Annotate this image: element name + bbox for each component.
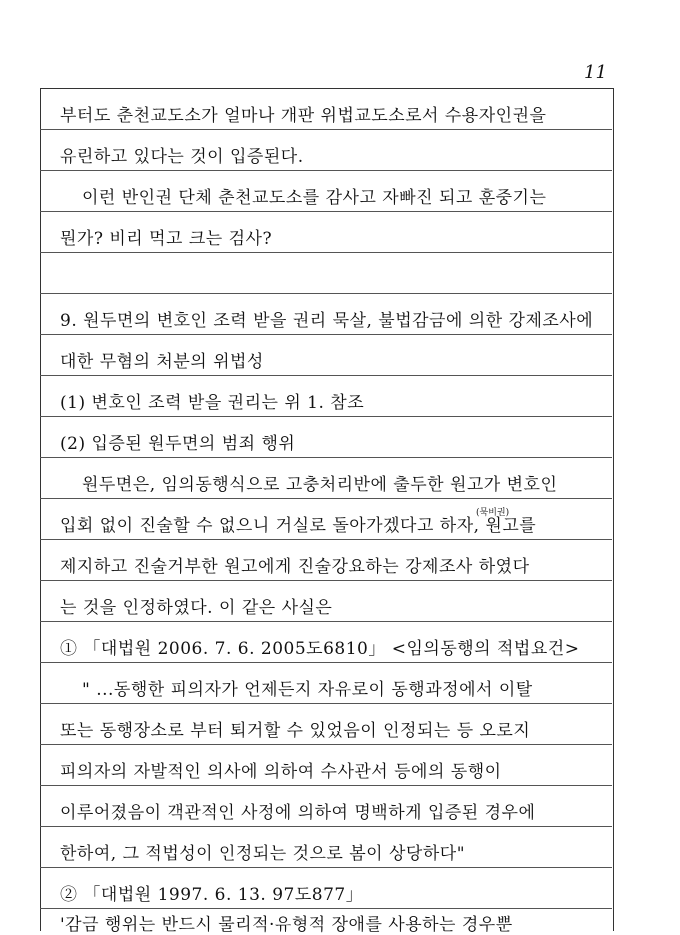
text-line: 부터도 춘천교도소가 얼마나 개판 위법교도소로서 수용자인권을 bbox=[60, 106, 547, 126]
rule-line bbox=[40, 498, 612, 499]
rule-line bbox=[40, 785, 612, 786]
rule-line bbox=[40, 662, 612, 663]
rule-line bbox=[40, 375, 612, 376]
text-line: 유린하고 있다는 것이 입증된다. bbox=[60, 147, 304, 167]
marginal-note: (묵비권) bbox=[476, 508, 510, 518]
text-line: 는 것을 인정하였다. 이 같은 사실은 bbox=[60, 598, 333, 618]
rule-line bbox=[40, 826, 612, 827]
text-line: ② 「대법원 1997. 6. 13. 97도877」 bbox=[60, 885, 364, 905]
rule-line bbox=[40, 170, 612, 171]
rule-line bbox=[40, 703, 612, 704]
rule-line bbox=[40, 457, 612, 458]
text-line: 원두면은, 임의동행식으로 고충처리반에 출두한 원고가 변호인 bbox=[82, 475, 558, 495]
rule-line bbox=[40, 211, 612, 212]
rule-line bbox=[40, 580, 612, 581]
text-line: 이루어졌음이 객관적인 사정에 의하여 명백하게 입증된 경우에 bbox=[60, 803, 536, 823]
text-line: 제지하고 진술거부한 원고에게 진술강요하는 강제조사 하였다 bbox=[60, 557, 530, 577]
text-line: 한하여, 그 적법성이 인정되는 것으로 봄이 상당하다" bbox=[60, 844, 466, 864]
page-number: 11 bbox=[584, 62, 607, 83]
rule-line bbox=[40, 416, 612, 417]
text-line: ① 「대법원 2006. 7. 6. 2005도6810」 <임의동행의 적법요건> bbox=[60, 639, 580, 659]
text-line: 이런 반인권 단체 춘천교도소를 감사고 자빠진 되고 훈중기는 bbox=[82, 188, 547, 208]
rule-line bbox=[40, 334, 612, 335]
text-line: '감금 행위는 반드시 물리적·유형적 장애를 사용하는 경우뿐 bbox=[60, 915, 513, 935]
text-line: 9. 원두면의 변호인 조력 받을 권리 묵살, 불법감금에 의한 강제조사에 bbox=[60, 311, 594, 331]
rule-line bbox=[40, 252, 612, 253]
rule-line bbox=[40, 539, 612, 540]
rule-line bbox=[40, 908, 612, 909]
text-line: " ...동행한 피의자가 언제든지 자유로이 동행과정에서 이탈 bbox=[82, 680, 533, 700]
rule-line bbox=[40, 129, 612, 130]
text-line: 뭔가? 비리 먹고 크는 검사? bbox=[60, 229, 273, 249]
rule-line bbox=[40, 293, 612, 294]
rule-line bbox=[40, 867, 612, 868]
text-line: (2) 입증된 원두면의 범죄 행위 bbox=[60, 434, 296, 454]
text-line: 입회 없이 진술할 수 없으니 거실로 돌아가겠다고 하자, 원고를 bbox=[60, 516, 537, 536]
text-line: 또는 동행장소로 부터 퇴거할 수 있었음이 인정되는 등 오로지 bbox=[60, 721, 531, 741]
text-line: (1) 변호인 조력 받을 권리는 위 1. 참조 bbox=[60, 393, 365, 413]
rule-line bbox=[40, 621, 612, 622]
text-line: 피의자의 자발적인 의사에 의하여 수사관서 등에의 동행이 bbox=[60, 762, 502, 782]
text-line: 대한 무혐의 처분의 위법성 bbox=[60, 352, 264, 372]
rule-line bbox=[40, 744, 612, 745]
